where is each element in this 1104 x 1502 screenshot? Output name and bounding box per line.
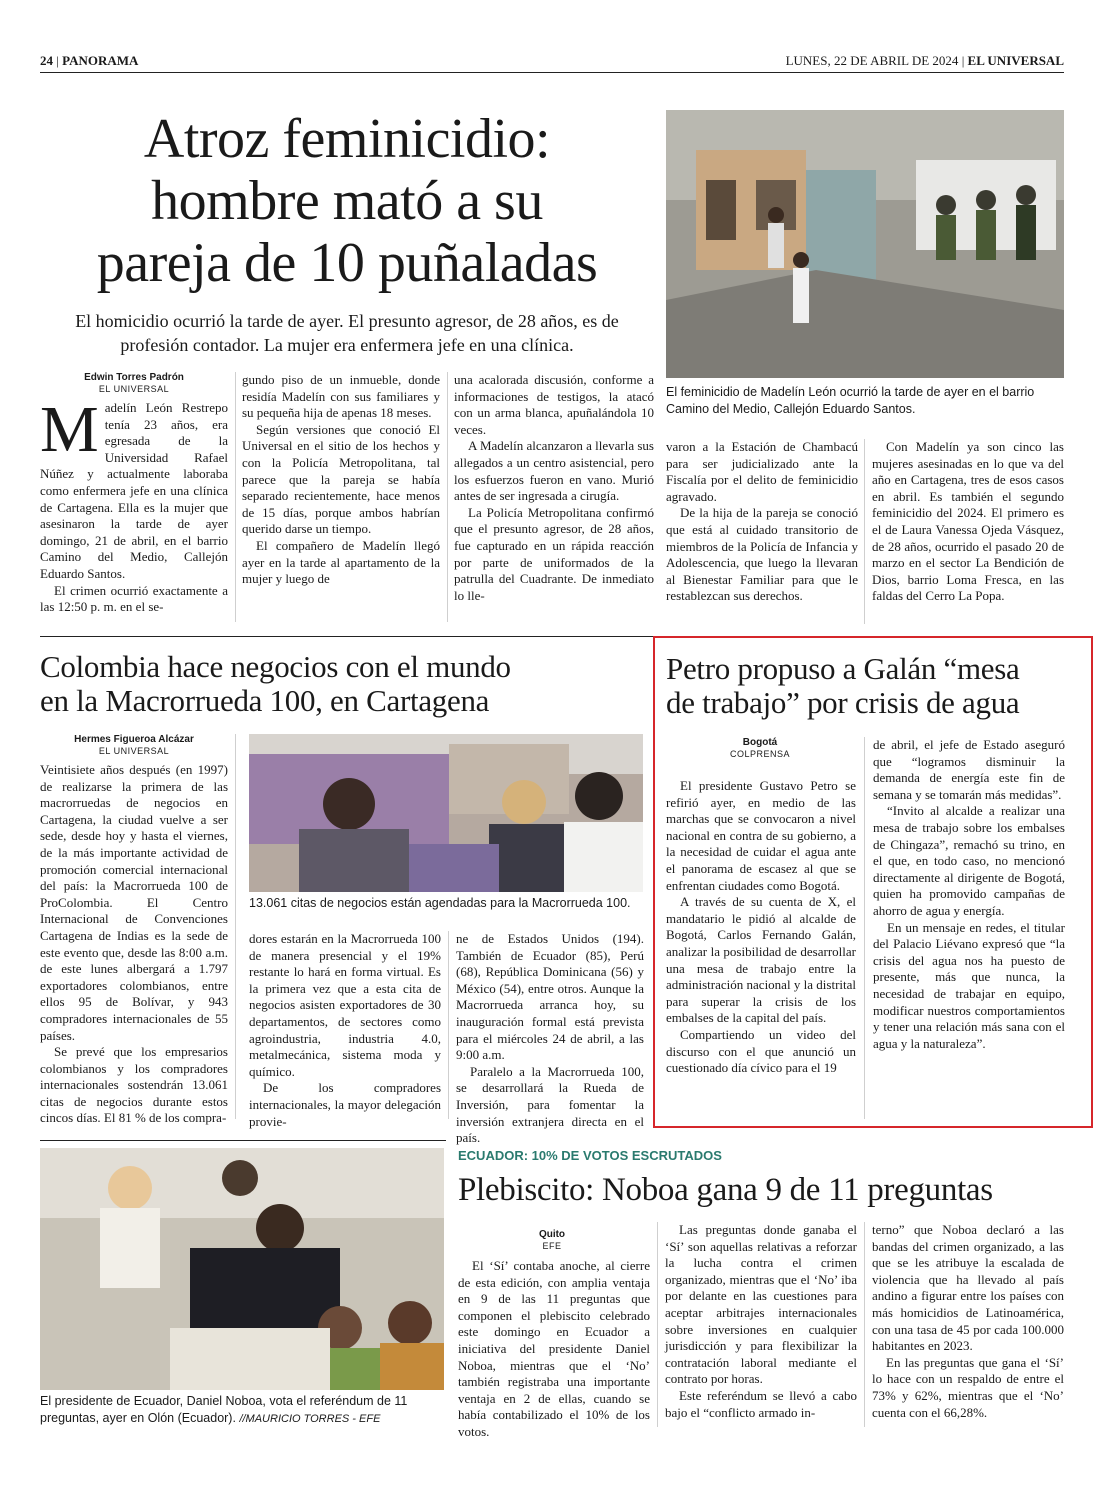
story4-column1 — [458, 1258, 650, 1441]
story1-column5 — [872, 439, 1064, 605]
story3-paragraph: A través de su cuenta de X, el mandatario le pidió al alcalde de Bogotá, Carlos Fernando Galán, analizar la posibilidad de desarrollar una mesa de trabajo entre la administración nacional y la distrital para superar la crisis de los embalses de la capital del país. — [666, 894, 856, 1026]
story1-paragraph: El compañero de Madelín llegó ayer en la tarde al apartamento de la mujer y luego de — [242, 537, 440, 587]
story4-byline — [458, 1229, 646, 1252]
page-date-line: LUNES, 22 DE ABRIL DE 2024 | EL UNIVERSAL — [785, 53, 1064, 68]
story2-headline-line1: Colombia hace negocios con el mundo — [40, 649, 511, 684]
column-divider — [235, 372, 236, 622]
story1-deck: El homicidio ocurrió la tarde de ayer. El presunto agresor, de 28 años, es de profesión contador. La mujer era enfermera jefe en una clínica. — [75, 311, 619, 355]
story1-paragraph: varon a la Estación de Chambacú para ser judicializado ante la Fiscalía por el delito de feminicidio agravado. — [666, 439, 858, 504]
story3-paragraph: El presidente Gustavo Petro se refirió ayer, en medio de las marchas que se convocaron a nivel nacional en contra de su gobierno, a la necesidad de cuidar el agua ante el panorama de escasez al que se enfrentan ciudades como Bogotá. — [666, 778, 856, 893]
story3-headline — [666, 652, 1086, 720]
story2-paragraph: Paralelo a la Macrorrueda 100, se desarrollará la Rueda de Inversión, para fomentar la inversión extranjera directa en el país. — [456, 1063, 644, 1146]
story3-column1 — [666, 778, 856, 1077]
story1-headline-line3: pareja de 10 puñaladas — [96, 232, 598, 294]
story3-paragraph: Compartiendo un video del discurso con el que anunció un cuestionado día cívico para el 19 — [666, 1026, 856, 1076]
story4-org: EFE — [542, 1241, 562, 1251]
story1-paragraph: una acalorada discusión, conforme a informaciones de testigos, la atacó con un arma blanca, apuñalándola 10 veces. — [454, 372, 654, 437]
column-divider — [448, 931, 449, 1119]
story1-headline — [40, 108, 654, 294]
story3-headline-line1: Petro propuso a Galán “mesa — [666, 651, 1020, 686]
header-rule — [40, 72, 1064, 73]
page-date: LUNES, 22 DE ABRIL DE 2024 — [785, 53, 959, 68]
story1-column1 — [40, 393, 228, 616]
column-divider — [864, 1222, 865, 1427]
story4-photo-credit: //MAURICIO TORRES - EFE — [239, 1413, 381, 1425]
crime-scene-image — [666, 110, 1064, 378]
story4-paragraph: Este referéndum se llevó a cabo bajo el “conflicto armado in- — [665, 1387, 857, 1420]
section-name: PANORAMA — [62, 53, 139, 68]
story4-author: Quito — [538, 1229, 566, 1240]
story2-caption: 13.061 citas de negocios están agendadas para la Macrorrueda 100. — [249, 896, 631, 910]
story1-paragraph: La Policía Metropolitana confirmó que el presunto agresor, de 28 años, fue capturado en un rápida reacción por parte de uniformados de la patrulla del Cuadrante. De inmediato lo lle- — [454, 504, 654, 603]
story2-paragraph: Se prevé que los empresarios colombianos y los compradores internacionales sostendrán 13.061 citas de negocios durante estos cincos días. El 81 % de los compra- — [40, 1044, 228, 1126]
story4-paragraph: En las preguntas que gana el ‘Sí’ lo hace con un respaldo de entre el 73% y 62%, mientras que el ‘No’ cuenta con el 66,28%. — [872, 1354, 1064, 1420]
business-meeting-image — [249, 734, 643, 892]
story3-paragraph: En un mensaje en redes, el titular del Palacio Liévano expresó que “la crisis del agua nos ha puesto de presente, más que nunca, la necesidad de trabajar en equipo, modificar nuestros comportamientos y tener una relación más sana con el agua y la naturaleza”. — [873, 919, 1065, 1051]
column-divider — [657, 1222, 658, 1427]
story1-dropcap: M — [40, 393, 99, 466]
voting-image — [40, 1148, 444, 1390]
story4-photo — [40, 1148, 444, 1390]
story4-paragraph: Las preguntas donde ganaba el ‘Sí’ son aquellas relativas a reforzar la lucha contra el crimen organizado, mientras que el ‘No’ iba por delante en las cuestiones para aceptar arbitrajes internacionales sobre inversiones en cualquier jurisdicción y para flexibilizar la contratación laboral mediante el contrato por horas. — [665, 1222, 857, 1387]
story4-column3 — [872, 1222, 1064, 1421]
story2-author: Hermes Figueroa Alcázar — [74, 734, 194, 745]
story2-paragraph: ne de Estados Unidos (194). También de Ecuador (85), Perú (68), República Dominicana (56) y México (54), entre otros. Aunque la Macrorrueda arranca hoy, su inauguración formal está prevista para el miércoles 24 de abril, a las 9:00 a.m. — [456, 931, 644, 1063]
story2-byline — [40, 734, 228, 757]
story2-paragraph: Veintisiete años después (en 1997) de realizarse la primera de las macrorruedas de negocios en Cartagena, la ciudad vuelve a ser sede, desde hoy y hasta el viernes, de la más importante actividad de promoción comercial internacional del país: la Macrorrueda 100 de ProColombia. El Centro Internacional de Convenciones Cartagena de Indias es la sede de este evento que, desde las 8:00 a.m. de este lunes albergará a 1.797 exportadores colombianos, entre ellos 95 de Bolívar, y 943 compradores internacionales de 55 países. — [40, 762, 228, 1043]
story4-caption: El presidente de Ecuador, Daniel Noboa, vota el referéndum de 11 preguntas, ayer en Olón (Ecuador). — [40, 1394, 408, 1425]
story3-author: Bogotá — [742, 737, 778, 748]
newspaper-name: EL UNIVERSAL — [967, 53, 1064, 68]
story2-org: EL UNIVERSAL — [98, 746, 170, 756]
section-rule — [40, 1140, 446, 1141]
story2-headline — [40, 650, 640, 718]
story3-column2 — [873, 737, 1065, 1052]
page-folio: 24 | PANORAMA — [40, 53, 139, 68]
column-divider — [864, 439, 865, 624]
story1-headline-line1: Atroz feminicidio: — [143, 108, 551, 170]
story3-byline — [666, 737, 854, 760]
story1-photo — [666, 110, 1064, 378]
story2-headline-line2: en la Macrorrueda 100, en Cartagena — [40, 683, 490, 718]
story1-paragraph: gundo piso de un inmueble, donde residía Madelín con sus familiares y su pequeña hija de apenas 18 meses. — [242, 372, 440, 421]
story1-column2 — [242, 372, 440, 588]
story2-column3 — [456, 931, 644, 1147]
column-divider — [864, 737, 865, 1119]
page-number: 24 — [40, 53, 53, 68]
story1-column3 — [454, 372, 654, 604]
story1-caption: El feminicidio de Madelín León ocurrió la tarde de ayer en el barrio Camino del Medio, Callejón Eduardo Santos. — [666, 385, 1035, 416]
story4-caption-block — [40, 1393, 444, 1428]
story3-org: COLPRENSA — [729, 749, 791, 759]
story1-headline-line2: hombre mató a su — [151, 170, 543, 232]
story4-headline: Plebiscito: Noboa gana 9 de 11 preguntas — [458, 1172, 993, 1208]
story4-paragraph: terno” que Noboa declaró a las bandas del crimen organizado, a las que se les atribuye la escalada de violencia que ha llevado al país andino a figurar entre los países con más homicidios de Latinoamérica, con una tasa de 45 por cada 100.000 habitantes en 2023. — [872, 1222, 1064, 1354]
story4-paragraph: El ‘Sí’ contaba anoche, al cierre de esta edición, con amplia ventaja en 9 de las 11 preguntas que componen el plebiscito celebrado este domingo en Ecuador a iniciativa del presidente Daniel Noboa, mientras que el ‘No’ también registraba una importante ventaja en 2 de ellas, cuando se había contabilizado el 10% de los votos. — [458, 1258, 650, 1439]
story4-kicker: ECUADOR: 10% DE VOTOS ESCRUTADOS — [458, 1148, 722, 1163]
story1-paragraph: Según versiones que conoció El Universal en el sitio de los hechos y con la Policía Metropolitana, tal parece que la pareja se había separado recientemente, hace menos de 15 días, porque ambos habrían querido darse un tiempo. — [242, 421, 440, 537]
story1-byline — [40, 372, 228, 395]
story2-photo — [249, 734, 643, 892]
story2-paragraph: dores estarán en la Macrorrueda 100 de manera presencial y el 19% restante lo hará en forma virtual. Es la primera vez que a esta cita de negocios asisten exportadores de 30 departamentos, de sectores como agroindustria, industria 4.0, metalmecánica, sistema moda y químico. — [249, 931, 441, 1079]
column-divider — [235, 734, 236, 1119]
story1-paragraph: A Madelín alcanzaron a llevarla sus allegados a un centro asistencial, pero los esfuerzos fueron en vano. Murió antes de ser ingresada a cirugía. — [454, 438, 654, 504]
story1-author: Edwin Torres Padrón — [84, 372, 184, 383]
story2-paragraph: De los compradores internacionales, la mayor delegación provie- — [249, 1080, 441, 1129]
story3-paragraph: “Invito al alcalde a realizar una mesa de trabajo sobre los embalses de Chingaza”, remachó su trino, en el que, en todo caso, no mencionó directamente al dirigente de Bogotá, quien ha promovido campañas de ahorro de agua y energía. — [873, 803, 1065, 918]
story3-headline-line2: de trabajo” por crisis de agua — [666, 685, 1020, 720]
column-divider — [447, 372, 448, 622]
story1-paragraph: El crimen ocurrió exactamente a las 12:50 p. m. en el se- — [40, 582, 228, 615]
story4-column2 — [665, 1222, 857, 1421]
story1-column4 — [666, 439, 858, 605]
story2-column1 — [40, 762, 228, 1127]
story3-paragraph: de abril, el jefe de Estado aseguró que “logramos disminuir la demanda de energía este fin de semana y se tomarán más medidas”. — [873, 737, 1065, 802]
story1-paragraph: adelín León Restrepo tenía 23 años, era egresada de la Universidad Rafael Núñez y actualmente laboraba como enfermera jefe en una clínica de Cartagena. Ella es la mujer que asesinaron la tarde de ayer domingo, 21 de abril, en el barrio Camino del Medio, Callejón Eduardo Santos. — [40, 400, 228, 581]
story2-column2 — [249, 931, 441, 1130]
story1-paragraph: Con Madelín ya son cinco las mujeres asesinadas en lo que va del año en Cartagena, tres de esos casos en abril. Es también el segundo feminicidio del 2024. El primero es el de Laura Vanessa Ojeda Vásquez, de 28 años, ocurrido el pasado 20 de marzo en el sector La Bendición de Dios, barrio Loma Fresca, en las faldas del Cerro La Popa. — [872, 439, 1064, 604]
story1-paragraph: De la hija de la pareja se conoció que está al cuidado transitorio de miembros de la Policía de Infancia y Adolescencia, que luego la llevaran al Bienestar Familiar para que le restablezcan sus derechos. — [666, 505, 858, 604]
story1-org: EL UNIVERSAL — [98, 384, 170, 394]
